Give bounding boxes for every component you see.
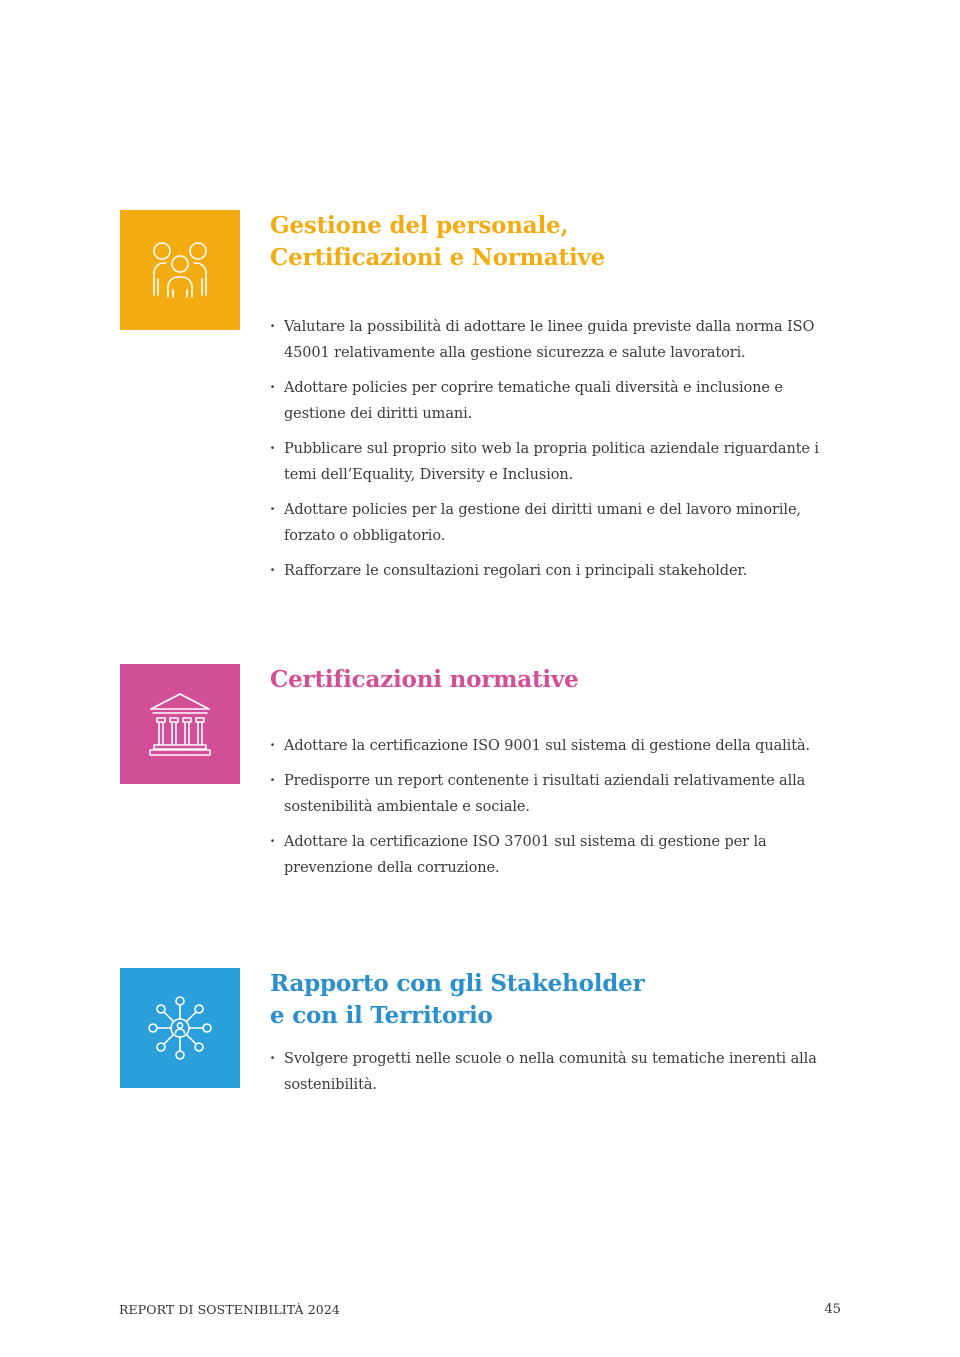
bullet-list xyxy=(270,733,830,881)
list-item: · Svolgere progetti nelle scuole o nella comunità su tematiche inerenti alla sostenibilità. xyxy=(270,1046,830,1098)
page-number: 45 xyxy=(824,1302,841,1317)
list-item: · Adottare policies per la gestione dei diritti umani e del lavoro minorile, forzato o obbligatorio. xyxy=(270,497,830,549)
section-content xyxy=(270,664,830,890)
list-item: · Adottare la certificazione ISO 37001 sul sistema di gestione per la prevenzione della corruzione. xyxy=(270,829,830,881)
list-item: · Adottare la certificazione ISO 9001 sul sistema di gestione della qualità. xyxy=(270,733,830,759)
list-item: · Adottare policies per coprire tematiche quali diversità e inclusione e gestione dei diritti umani. xyxy=(270,375,830,427)
section-title: Certificazioni normative xyxy=(270,666,579,693)
section-title: Rapporto con gli Stakeholder e con il Territorio xyxy=(270,970,645,1029)
list-item: · Pubblicare sul proprio sito web la propria politica aziendale riguardante i temi dell’Equality, Diversity e Inclusion. xyxy=(270,436,830,488)
institution-building-icon xyxy=(145,689,215,759)
section-icon-box xyxy=(120,968,240,1088)
list-item: · Valutare la possibilità di adottare le linee guida previste dalla norma ISO 45001 relativamente alla gestione sicurezza e salute lavoratori. xyxy=(270,314,830,366)
bullet-list xyxy=(270,1046,830,1098)
list-item: · Rafforzare le consultazioni regolari con i principali stakeholder. xyxy=(270,558,830,584)
stakeholder-network-icon xyxy=(145,993,215,1063)
list-item: · Predisporre un report contenente i risultati aziendali relativamente alla sostenibilità ambientale e sociale. xyxy=(270,768,830,820)
section-icon-box xyxy=(120,210,240,330)
section-title: Gestione del personale, Certificazioni e Normative xyxy=(270,212,606,271)
section-icon-box xyxy=(120,664,240,784)
section-content xyxy=(270,968,830,1107)
people-group-icon xyxy=(145,235,215,305)
bullet-list xyxy=(270,314,830,584)
section-content xyxy=(270,210,830,593)
footer-report-title: REPORT DI SOSTENIBILITÀ 2024 xyxy=(119,1302,340,1317)
